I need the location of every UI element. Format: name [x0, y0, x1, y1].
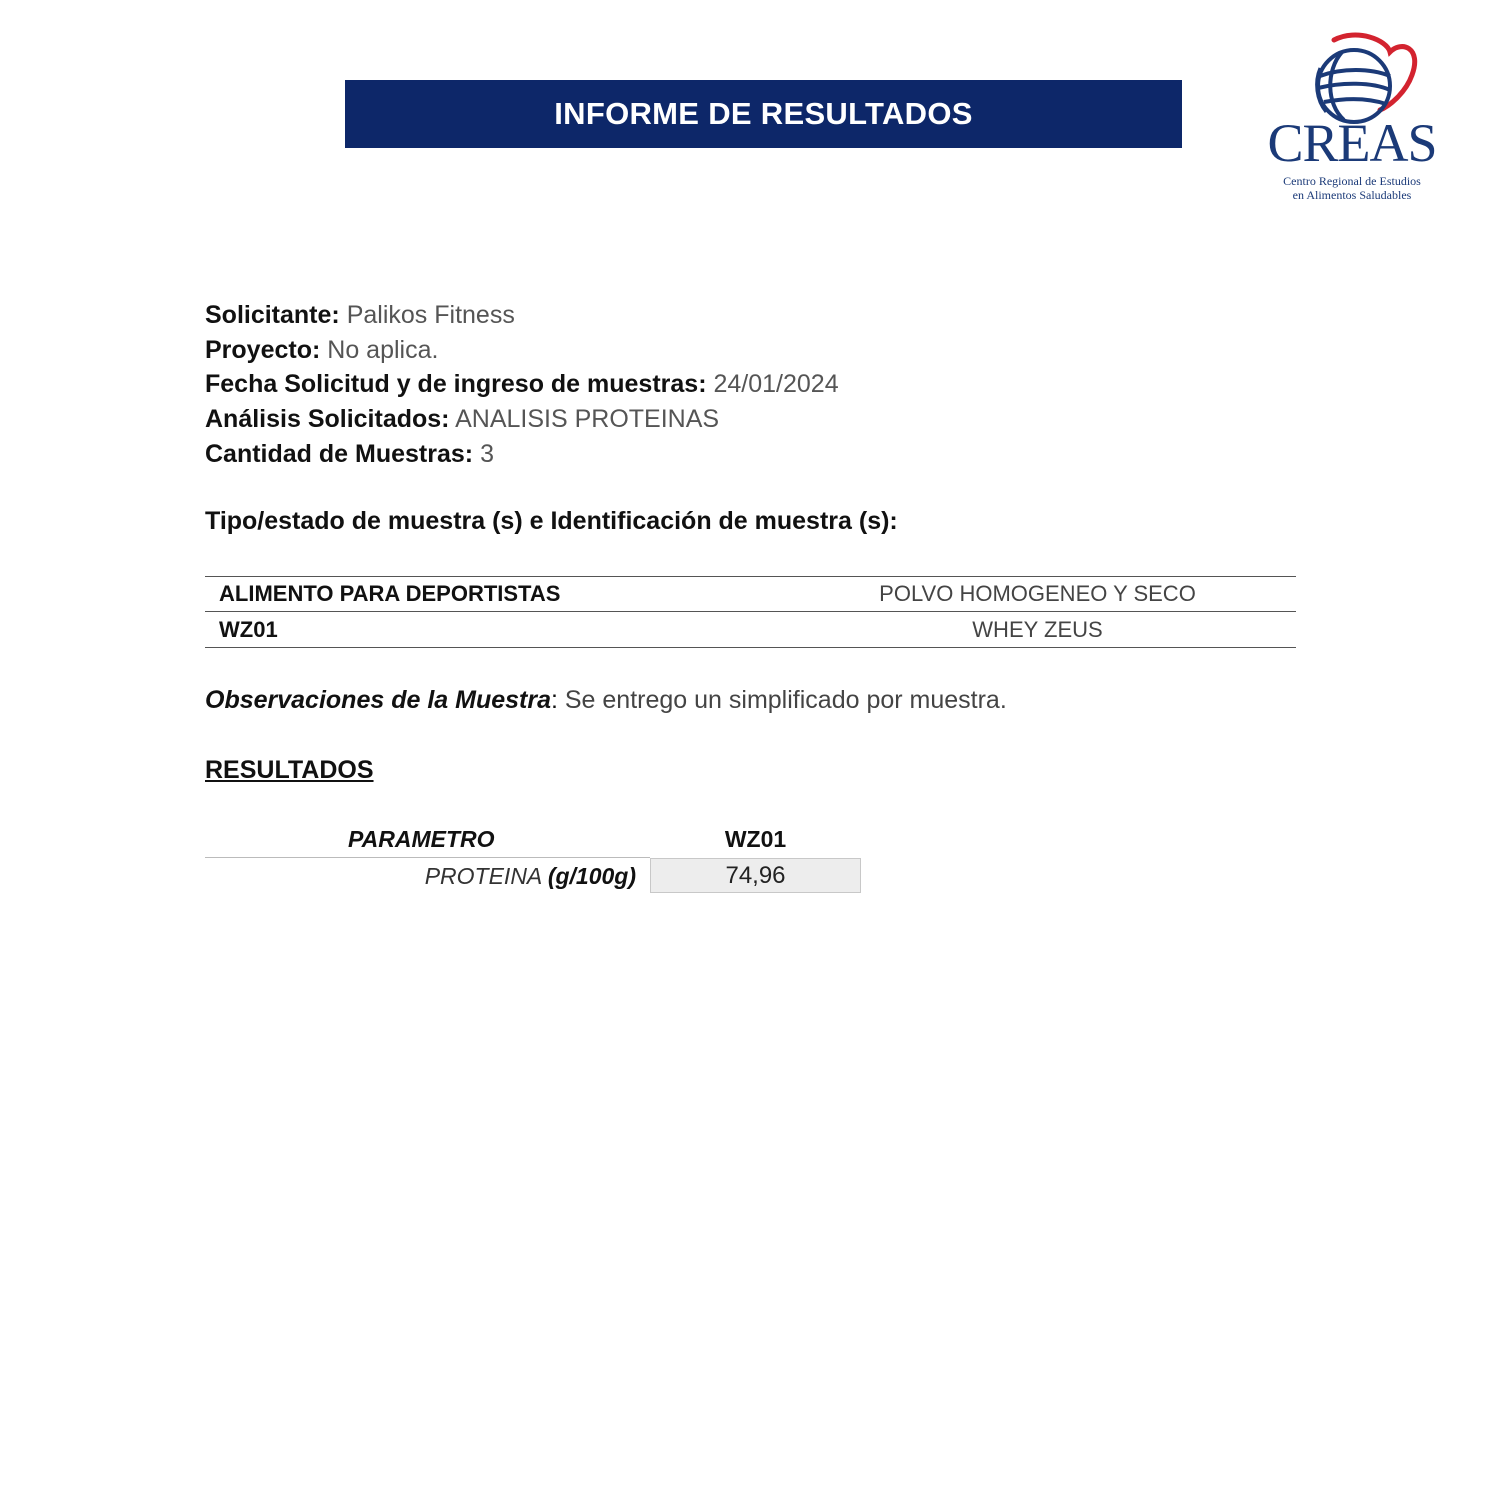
- sample-name: ALIMENTO PARA DEPORTISTAS: [219, 581, 561, 606]
- detail-value: 24/01/2024: [713, 370, 839, 399]
- param-unit: (g/100g): [547, 863, 636, 889]
- sample-section-title: Tipo/estado de muestra (s) e Identificación de muestra (s):: [205, 507, 898, 535]
- sample-name: WZ01: [219, 616, 278, 642]
- observations-label: Observaciones de la Muestra: [205, 686, 551, 714]
- results-title: RESULTADOS: [205, 756, 374, 784]
- logo-wordmark: CREAS: [1267, 113, 1437, 173]
- logo-subtitle-line1: Centro Regional de Estudios: [1283, 174, 1421, 188]
- detail-label: Fecha Solicitud y de ingreso de muestras:: [205, 370, 707, 399]
- results-param-cell: [205, 859, 636, 893]
- report-title: INFORME DE RESULTADOS: [554, 96, 973, 131]
- report-title-bar: [345, 80, 1182, 148]
- detail-label: Cantidad de Muestras:: [205, 439, 474, 468]
- detail-row-proyecto: [205, 333, 839, 368]
- creas-logo: [1262, 30, 1442, 210]
- detail-value: 3: [480, 439, 494, 468]
- logo-subtitle-line2: en Alimentos Saludables: [1292, 188, 1412, 202]
- sample-description: POLVO HOMOGENEO Y SECO: [879, 581, 1196, 606]
- results-sample-header: WZ01: [724, 826, 787, 852]
- param-name: PROTEINA: [424, 863, 548, 889]
- request-details: [205, 298, 839, 472]
- sample-observations: [205, 686, 1007, 715]
- sample-description: WHEY ZEUS: [972, 616, 1103, 642]
- detail-value: No aplica.: [327, 335, 439, 364]
- results-value-cell: 74,96: [650, 858, 861, 893]
- globe-heart-icon: [1262, 30, 1442, 125]
- sample-table: [205, 576, 1296, 648]
- results-param-header: PARAMETRO: [348, 826, 495, 852]
- table-row: [205, 576, 1296, 611]
- observations-separator: :: [550, 686, 558, 714]
- detail-label: Análisis Solicitados:: [205, 405, 450, 434]
- detail-row-solicitante: [205, 298, 839, 333]
- detail-row-cantidad: [205, 437, 839, 472]
- detail-value: ANALISIS PROTEINAS: [455, 405, 720, 434]
- detail-value: Palikos Fitness: [346, 301, 515, 329]
- detail-label: Proyecto:: [205, 335, 321, 364]
- detail-label: Solicitante:: [205, 301, 340, 329]
- results-divider: [205, 857, 650, 858]
- observations-value: Se entrego un simplificado por muestra.: [557, 686, 1007, 714]
- detail-row-fecha: [205, 367, 839, 402]
- detail-row-analisis: [205, 402, 839, 437]
- table-row: [205, 611, 1296, 648]
